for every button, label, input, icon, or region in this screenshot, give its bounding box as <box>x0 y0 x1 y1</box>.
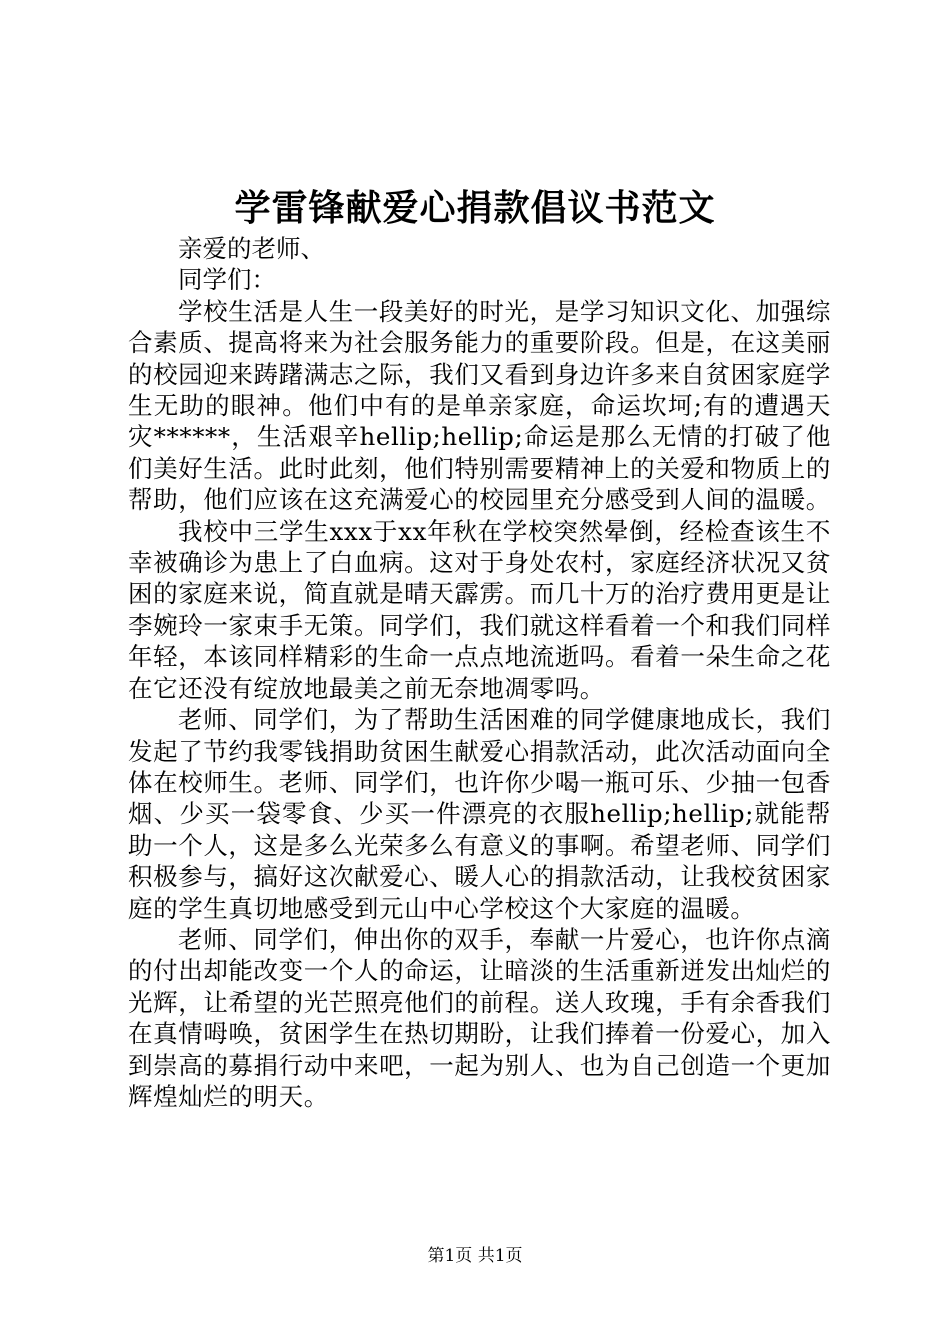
document-title: 学雷锋献爱心捐款倡议书范文 <box>234 187 716 229</box>
document-body <box>128 233 831 1112</box>
salutation-line-2: 同学们： <box>178 265 276 295</box>
paragraph-1: 学校生活是人生一段美好的时光，是学习知识文化、加强综合素质、提高将来为社会服务能力的重要阶段。但是，在这美丽的校园迎来踌躇满志之际，我们又看到身边许多来自贫困家庭学生无助的眼神。他们中有的是单亲家庭，命运坎坷;有的遭遇天灾******，生活艰辛hellip;hellip;命运是那么无情的打破了他们美好生活。此时此刻，他们特别需要精神上的关爱和物质上的帮助，他们应该在这充满爱心的校园里充分感受到人间的温暖。 <box>128 296 831 515</box>
salutation-line-1: 亲爱的老师、 <box>178 234 325 263</box>
page-number-footer: 第1页 共1页 <box>427 1246 523 1266</box>
paragraph-4: 老师、同学们，伸出你的双手，奉献一片爱心，也许你点滴的付出却能改变一个人的命运，让暗淡的生活重新迸发出灿烂的光辉，让希望的光芒照亮他们的前程。送人玫瑰，手有余香我们在真情呣唤，贫困学生在热切期盼，让我们捧着一份爱心，加入到崇高的募捐行动中来吧，一起为别人、也为自己创造一个更加辉煌灿烂的明天。 <box>128 924 831 1111</box>
paragraph-3: 老师、同学们，为了帮助生活困难的同学健康地成长，我们发起了节约我零钱捐助贫困生献爱心捐款活动，此次活动面向全体在校师生。老师、同学们，也许你少喝一瓶可乐、少抽一包香烟、少买一袋零食、少买一件漂亮的衣服hellip;hellip;就能帮助一个人，这是多么光荣多么有意义的事啊。希望老师、同学们积极参与，搞好这次献爱心、暖人心的捐款活动，让我校贫困家庭的学生真切地感受到元山中心学校这个大家庭的温暖。 <box>128 705 831 923</box>
paragraph-2: 我校中三学生xxx于xx年秋在学校突然晕倒，经检查该生不幸被确诊为患上了白血病。这对于身处农村，家庭经济状况又贫困的家庭来说，简直就是晴天霹雳。而几十万的治疗费用更是让李婉玲一家束手无策。同学们，我们就这样看着一个和我们同样年轻，本该同样精彩的生命一点点地流逝吗。看着一朵生命之花在它还没有绽放地最美之前无奈地凋零吗。 <box>128 516 831 703</box>
